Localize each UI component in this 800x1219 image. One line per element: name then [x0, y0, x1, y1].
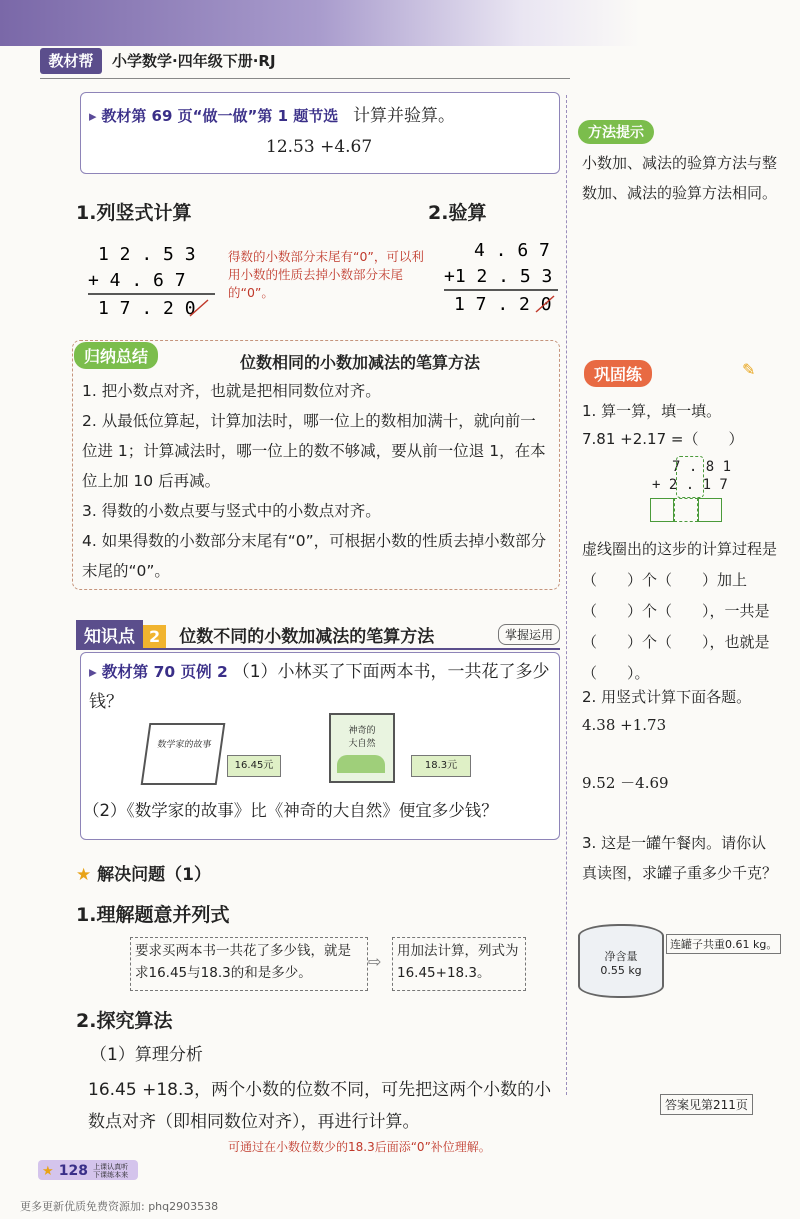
step-check: 2.验算: [428, 202, 487, 224]
vertical-calc-figure: [80, 238, 230, 318]
example2-source: 教材第 70 页例 2: [101, 663, 228, 681]
summary-item: 3. 得数的小数点要与竖式中的小数点对齐。: [82, 502, 381, 520]
practice-q3: 3. 这是一罐午餐肉。请你认真读图，求罐子重多少千克？: [582, 834, 778, 882]
arrow-right-icon: ⇨: [368, 952, 382, 971]
vert-top: 7 . 8 1: [672, 459, 732, 475]
check-row-2: +1 2 . 5 3: [444, 266, 553, 287]
example1-task: 计算并验算。: [353, 106, 456, 126]
header-badge: 教材帮: [40, 48, 102, 74]
example2-box: [80, 652, 560, 840]
example2-q1: （1）小林买了下面两本书，一共花了多少钱？: [89, 662, 550, 712]
summary-item: 1. 把小数点对齐，也就是把相同数位对齐。: [82, 382, 381, 400]
watermark: 更多更新优质免费资源加: phq2903538: [20, 1200, 219, 1213]
practice-q2: 2. 用竖式计算下面各题。: [582, 688, 752, 706]
practice-q2-b: 9.52 －4.69: [582, 774, 669, 792]
answer-box[interactable]: [698, 498, 722, 522]
footer-side2: 下课练本来: [93, 1170, 129, 1179]
method-tag: 方法提示: [578, 120, 654, 144]
summary-item: 4. 如果得数的小数部分末尾有“0”，可根据小数的性质去掉小数部分末尾的“0”。: [82, 532, 547, 580]
footer-bar: [38, 1160, 138, 1180]
triangle-icon: ▸: [89, 107, 97, 125]
check-row-3: 1 7 . 2 0: [454, 294, 552, 314]
header-band: [0, 0, 800, 46]
check-row-1: 4 . 6 7: [474, 240, 550, 261]
note-zero: 得数的小数部分末尾有“0”，可以利用小数的性质去掉小数部分末尾的“0”。: [228, 249, 424, 300]
practice-q1-text: 虚线圈出的这步的计算过程是（ ）个（ ）加上（ ）个（ ），一共是（ ）个（ ），也就是（ ）。: [582, 540, 778, 682]
example1-expression: 12.53 +4.67: [266, 137, 373, 157]
check-calc-figure: [440, 234, 570, 314]
answer-box[interactable]: [674, 498, 698, 522]
answer-box[interactable]: [650, 498, 674, 522]
example1-box: [80, 92, 560, 174]
book2-title: 神奇的大自然: [348, 726, 376, 749]
book-nature: [329, 713, 395, 783]
solve-step1: 1.理解题意并列式: [76, 904, 230, 926]
summary-title: 位数相同的小数加减法的笔算方法: [240, 353, 481, 372]
practice-tag: 巩固练: [584, 360, 652, 387]
solve-sub1: （1）算理分析: [90, 1045, 203, 1065]
knowledge-number: 2: [143, 625, 166, 648]
solve-heading: ★ 解决问题（1）: [76, 865, 212, 885]
example2-q2: （2）《数学家的故事》比《神奇的大自然》便宜多少钱？: [83, 801, 498, 820]
price-tag-2: 18.3元: [411, 755, 471, 777]
knowledge-bar: [76, 620, 560, 650]
practice-q1: 1. 算一算，填一填。: [582, 402, 722, 420]
landscape-graphic: [337, 755, 385, 773]
vert-bot: + 2 . 1 7: [652, 477, 728, 493]
example1-source: 教材第 69 页“做一做”第 1 题节选: [101, 107, 339, 125]
solve-hint: 可通过在小数位数少的18.3后面添“0”补位理解。: [228, 1140, 491, 1154]
book-math-stories: [141, 723, 226, 785]
triangle-icon: ▸: [89, 663, 97, 681]
header-title: 小学数学·四年级下册·RJ: [112, 52, 276, 70]
can-label1: 净含量: [604, 950, 638, 963]
practice-q1-expr: 7.81 +2.17 =（ ）: [582, 430, 744, 448]
page-number: 128: [58, 1163, 88, 1179]
solve-analysis: 16.45 +18.3，两个小数的位数不同，可先把这两个小数的小数点对齐（即相同数位对齐），再进行计算。: [88, 1080, 552, 1132]
can-note: 连罐子共重0.61 kg。: [666, 934, 781, 954]
summary-tag: 归纳总结: [74, 342, 158, 369]
calc-row-1: 1 2 . 5 3: [98, 244, 196, 265]
summary-item: 2. 从最低位算起，计算加法时，哪一位上的数相加满十，就向前一位进 1；计算减法时，哪一位上的数不够减，要从前一位退 1，在本位上加 10 后再减。: [82, 412, 546, 490]
can-graphic: [578, 924, 664, 998]
solve-step2: 2.探究算法: [76, 1010, 173, 1032]
book1-title: 数学家的故事: [156, 740, 212, 750]
note-right: 用加法计算，列式为16.45+18.3。: [392, 937, 526, 991]
knowledge-badge: 掌握运用: [498, 624, 560, 645]
calc-row-3: 1 7 . 2 0: [98, 298, 196, 318]
answer-boxes: [650, 498, 722, 526]
answer-reference: 答案见第211页: [660, 1094, 753, 1115]
note-left: 要求买两本书一共花了多少钱，就是求16.45与18.3的和是多少。: [130, 937, 368, 991]
can-label2: 0.55 kg: [600, 964, 642, 977]
knowledge-title: 位数不同的小数加减法的笔算方法: [179, 627, 435, 647]
step-vertical-calc: 1.列竖式计算: [76, 202, 192, 224]
pencil-icon: ✎: [742, 360, 756, 379]
summary-list: [82, 376, 550, 586]
star-icon: ★: [76, 865, 92, 885]
dashed-circle: [676, 456, 704, 498]
method-text: 小数加、减法的验算方法与整数加、减法的验算方法相同。: [582, 154, 778, 202]
star-icon: ★: [42, 1164, 54, 1179]
header-rule: [40, 78, 570, 79]
calc-row-2: + 4 . 6 7: [88, 270, 186, 291]
price-tag-1: 16.45元: [227, 755, 281, 777]
footer-side1: 上课认真听: [93, 1162, 129, 1171]
knowledge-label: 知识点: [76, 620, 143, 649]
practice-q2-a: 4.38 +1.73: [582, 716, 667, 734]
